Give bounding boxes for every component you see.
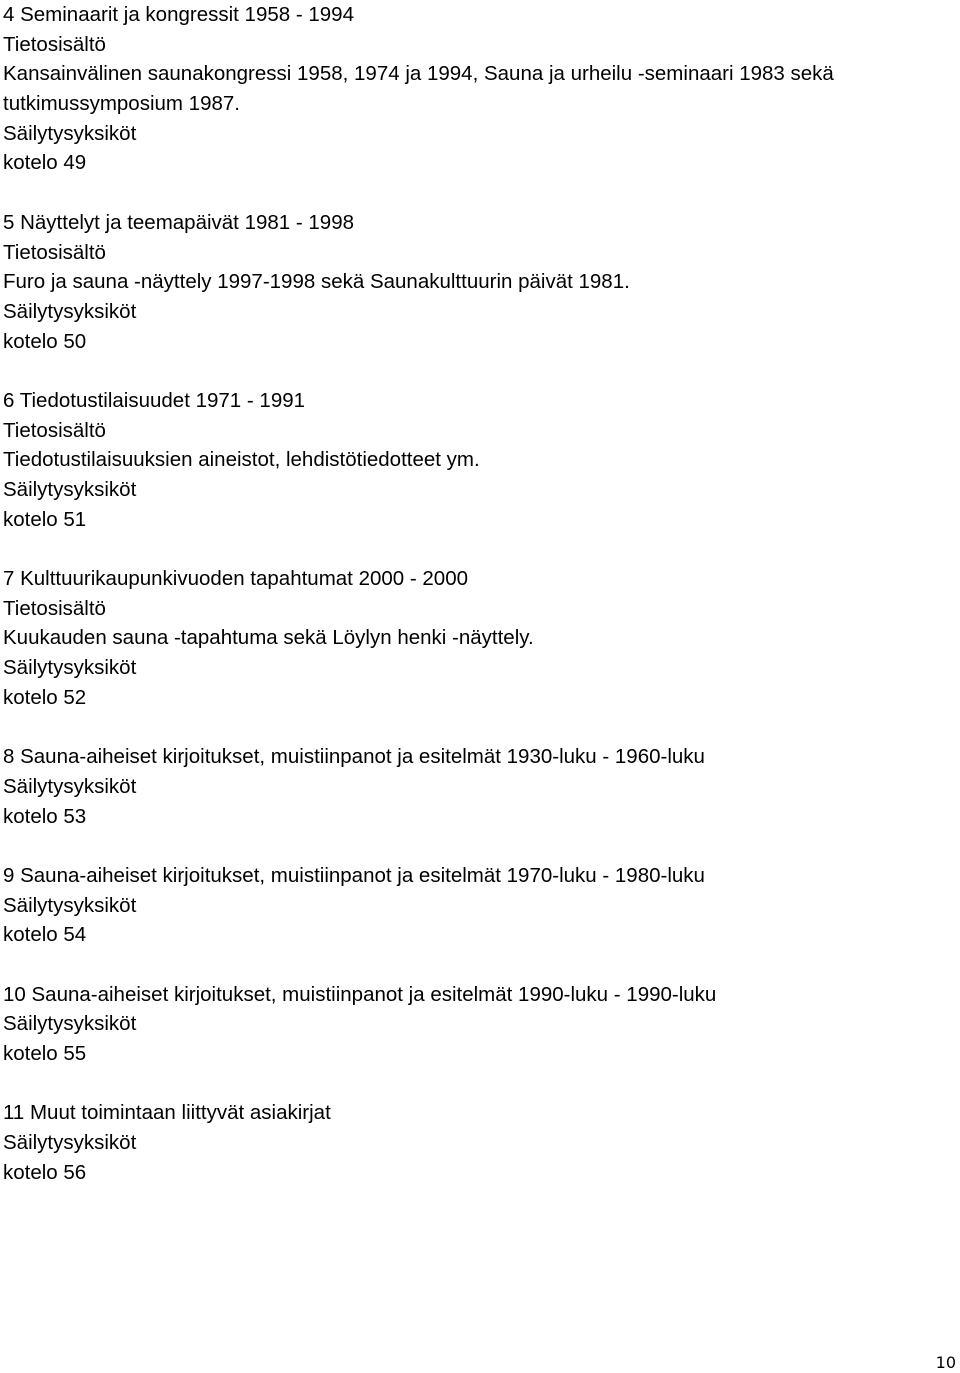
content-text: Kansainvälinen saunakongressi 1958, 1974 ja 1994, Sauna ja urheilu -seminaari 1983 sekä — [3, 62, 834, 86]
units-label: Säilytysyksiköt — [3, 478, 137, 501]
series-heading: 4 Seminaarit ja kongressit 1958 - 1994 — [3, 3, 354, 26]
series-entry-6 — [3, 386, 953, 534]
series-heading: 6 Tiedotustilaisuudet 1971 - 1991 — [3, 388, 306, 412]
units-label: Säilytysyksiköt — [3, 299, 137, 323]
series-entry-9 — [3, 861, 953, 950]
content-label: Tietosisältö — [3, 596, 106, 620]
series-heading: 10 Sauna-aiheiset kirjoitukset, muistiinpanot ja esitelmät 1990-luku - 1990-luku — [3, 982, 717, 1006]
series-entry-7 — [3, 564, 953, 712]
units-label: Säilytysyksiköt — [3, 1012, 137, 1036]
units-value: kotelo 49 — [3, 151, 87, 175]
series-heading: 11 Muut toimintaan liittyvät asiakirjat — [3, 1101, 331, 1125]
content-text: Tiedotustilaisuuksien aineistot, lehdistötiedotteet ym. — [3, 448, 480, 472]
series-heading: 7 Kulttuurikaupunkivuoden tapahtumat 2000 - 2000 — [3, 567, 469, 591]
units-value: kotelo 52 — [3, 685, 87, 709]
content-text: Kuukauden sauna -tapahtuma sekä Löylyn henki -näyttely. — [3, 626, 534, 650]
series-heading: 5 Näyttelyt ja teemapäivät 1981 - 1998 — [3, 210, 354, 234]
series-entry-5 — [3, 208, 953, 356]
series-entry-11 — [3, 1098, 953, 1187]
units-label: Säilytysyksiköt — [3, 121, 137, 145]
content-text: tutkimussymposium 1987. — [3, 92, 240, 116]
series-heading: 8 Sauna-aiheiset kirjoitukset, muistiinpanot ja esitelmät 1930-luku - 1960-luku — [3, 745, 705, 769]
units-value: kotelo 51 — [3, 507, 87, 531]
units-label: Säilytysyksiköt — [3, 656, 137, 680]
units-value: kotelo 53 — [3, 804, 87, 828]
content-label: Tietosisältö — [3, 32, 106, 56]
page-number: 10 — [935, 1353, 956, 1372]
units-value: kotelo 54 — [3, 923, 87, 947]
series-heading: 9 Sauna-aiheiset kirjoitukset, muistiinpanot ja esitelmät 1970-luku - 1980-luku — [3, 863, 705, 887]
units-value: kotelo 55 — [3, 1042, 87, 1066]
series-entry-8 — [3, 742, 953, 831]
document-page — [3, 0, 953, 1188]
units-value: kotelo 50 — [3, 329, 87, 353]
units-label: Säilytysyksiköt — [3, 1131, 137, 1155]
series-entry-10 — [3, 980, 953, 1069]
units-label: Säilytysyksiköt — [3, 893, 137, 917]
content-text: Furo ja sauna -näyttely 1997-1998 sekä Saunakulttuurin päivät 1981. — [3, 270, 630, 294]
content-label: Tietosisältö — [3, 240, 106, 264]
content-label: Tietosisältö — [3, 418, 106, 442]
series-entry-4 — [3, 0, 953, 178]
units-value: kotelo 56 — [3, 1160, 87, 1184]
units-label: Säilytysyksiköt — [3, 774, 137, 798]
